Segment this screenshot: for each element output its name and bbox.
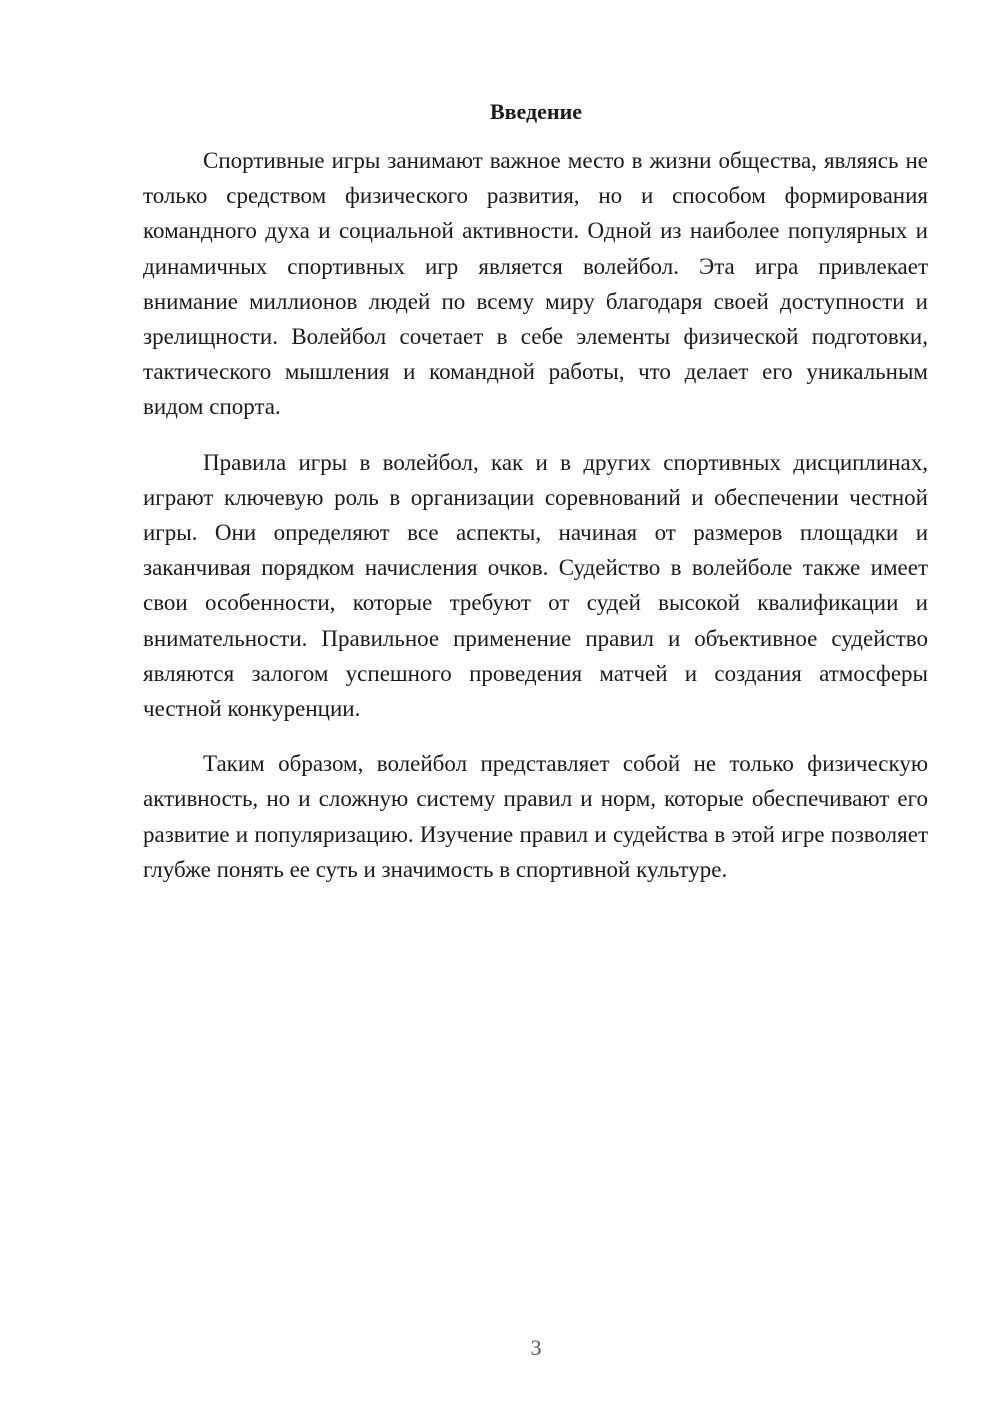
paragraph-1: Спортивные игры занимают важное место в жизни общества, являясь не только средством физического развития, но и способом формирования командного духа и социальной активности. Одной из наиболее популярных и динамичных спортивных игр является волейбол. Эта игра привлекает внимание миллионов людей по всему миру благодаря своей доступности и зрелищности. Волейбол сочетает в себе элементы физической подготовки, тактического мышления и командной работы, что делает его уникальным видом спорта. — [143, 148, 928, 420]
paragraph-2: Правила игры в волейбол, как и в других спортивных дисциплинах, играют ключевую роль в организации соревнований и обеспечении честной игры. Они определяют все аспекты, начиная от размеров площадки и заканчивая порядком начисления очков. Судейство в волейболе также имеет свои особенности, которые требуют от судей высокой квалификации и внимательности. Правильное применение правил и объективное судейство являются залогом успешного проведения матчей и создания атмосферы честной конкуренции. — [143, 449, 928, 722]
page-title: Введение — [489, 99, 583, 124]
document-body — [143, 143, 928, 907]
page-number: 3 — [530, 1335, 542, 1360]
paragraph-3: Таким образом, волейбол представляет собой не только физическую активность, но и сложную систему правил и норм, которые обеспечивают его развитие и популяризацию. Изучение правил и судейства в этой игре позволяет глубже понять ее суть и значимость в спортивной культуре. — [143, 751, 928, 882]
